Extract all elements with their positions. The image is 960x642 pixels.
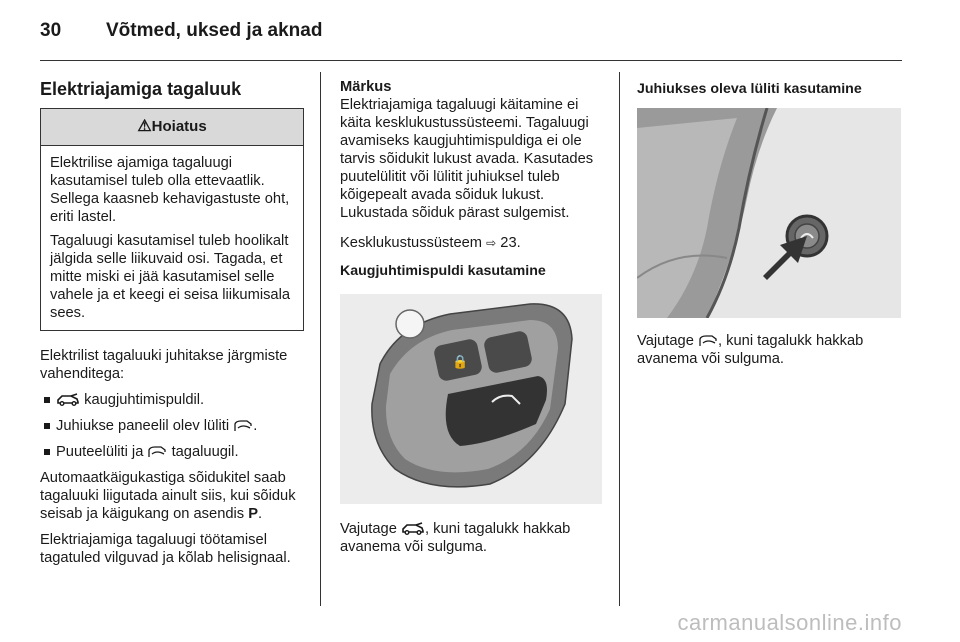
- reference-page: 23.: [500, 235, 521, 251]
- key-fob-image: [340, 294, 602, 504]
- door-switch-image: [637, 108, 901, 318]
- caption-text: Vajutage: [637, 333, 694, 349]
- note-text: Elektriajamiga tagaluugi käitamine ei käita kesklukustussüsteemi. Tagaluugi avamiseks kaugjuhtimispuldiga ei ole tarvis sõidukit lukust avada. Kasutades puutelülitit või lülitit juhiuksel tuleb kõigepealt avada sõiduk lukust. Lukustada sõiduk pärast sulgemist.: [340, 97, 594, 221]
- warning-triangle-icon: ⚠: [137, 118, 152, 135]
- list-item-text-end: tagaluugil.: [171, 444, 239, 460]
- caption: [340, 520, 602, 556]
- warning-body: [41, 146, 303, 330]
- bullet-square: [44, 449, 50, 455]
- reference-text: Kesklukustussüsteem: [340, 235, 483, 251]
- bullet-square: [44, 397, 50, 403]
- warning-paragraph: Elektrilise ajamiga tagaluugi kasutamisel tuleb olla ettevaatlik. Sellega kaasneb kehavigastuste oht, eriti lastel.: [50, 155, 290, 225]
- body-paragraph: [40, 469, 304, 523]
- warning-paragraph: Tagaluugi kasutamisel tuleb hoolikalt jälgida selle liikuvaid osi. Tagada, et mitte miski ei jää kasutamisel selle vahele ja et keegi ei seisa liikumisala sees.: [50, 233, 291, 321]
- list-item-text: Puuteelüliti ja: [56, 444, 144, 460]
- list-item: [40, 417, 304, 435]
- tailgate-outline-icon: [147, 446, 167, 458]
- list-item: [40, 443, 304, 461]
- header-rule: [40, 60, 902, 61]
- warning-title: Hoiatus: [151, 118, 207, 135]
- car-tailgate-icon: [401, 522, 425, 535]
- bullet-square: [44, 423, 50, 429]
- list-item-text: Juhiukse paneelil olev lüliti: [56, 418, 230, 434]
- page-number: 30: [40, 20, 62, 41]
- section-title: Elektriajamiga tagaluuk: [40, 79, 242, 99]
- column-divider: [619, 72, 620, 606]
- subheading: Kaugjuhtimispuldi kasutamine: [340, 263, 546, 279]
- caption-text: Vajutage: [340, 521, 397, 537]
- caption-text-end: , kuni tagalukk hakkab avanema või sulguma.: [637, 333, 864, 367]
- door-switch-illustration: [637, 108, 901, 318]
- warning-header: [41, 109, 303, 146]
- key-fob-illustration: [340, 294, 602, 504]
- intro-text: Elektrilist tagaluuki juhitakse järgmiste vahenditega:: [40, 348, 288, 382]
- svg-text:🔒: 🔒: [452, 355, 469, 370]
- caption-text-end: , kuni tagalukk hakkab avanema või sulguma.: [340, 521, 571, 555]
- chapter-title: Võtmed, uksed ja aknad: [106, 20, 323, 41]
- subheading: Juhiukses oleva lüliti kasutamine: [637, 81, 862, 97]
- warning-box: [40, 108, 304, 331]
- list-item: [40, 391, 304, 409]
- body-text: Automaatkäigukastiga sõidukitel saab tagaluuki liigutada ainult siis, kui sõiduk seisab ja käigukang on asendis: [40, 470, 296, 522]
- car-tailgate-icon: [56, 393, 80, 406]
- body-text-end: .: [258, 506, 263, 522]
- caption: [637, 332, 903, 368]
- body-paragraph: Elektriajamiga tagaluugi töötamisel tagatuled vilguvad ja kõlab helisignaal.: [40, 532, 291, 566]
- note-title: Märkus: [340, 79, 392, 95]
- list-item-text: kaugjuhtimispuldil.: [84, 392, 205, 408]
- column-divider: [320, 72, 321, 606]
- left-column: [40, 72, 304, 575]
- page-ref-arrow-icon: ⇨: [486, 236, 497, 250]
- watermark: carmanualsonline.info: [677, 610, 902, 635]
- list-item-text-end: .: [253, 418, 258, 434]
- tailgate-outline-icon: [233, 420, 253, 432]
- gear-position-p: P: [248, 506, 259, 522]
- cross-reference: [340, 234, 602, 252]
- right-column: [637, 72, 903, 376]
- middle-column: [340, 72, 602, 564]
- tailgate-outline-icon: [698, 335, 718, 347]
